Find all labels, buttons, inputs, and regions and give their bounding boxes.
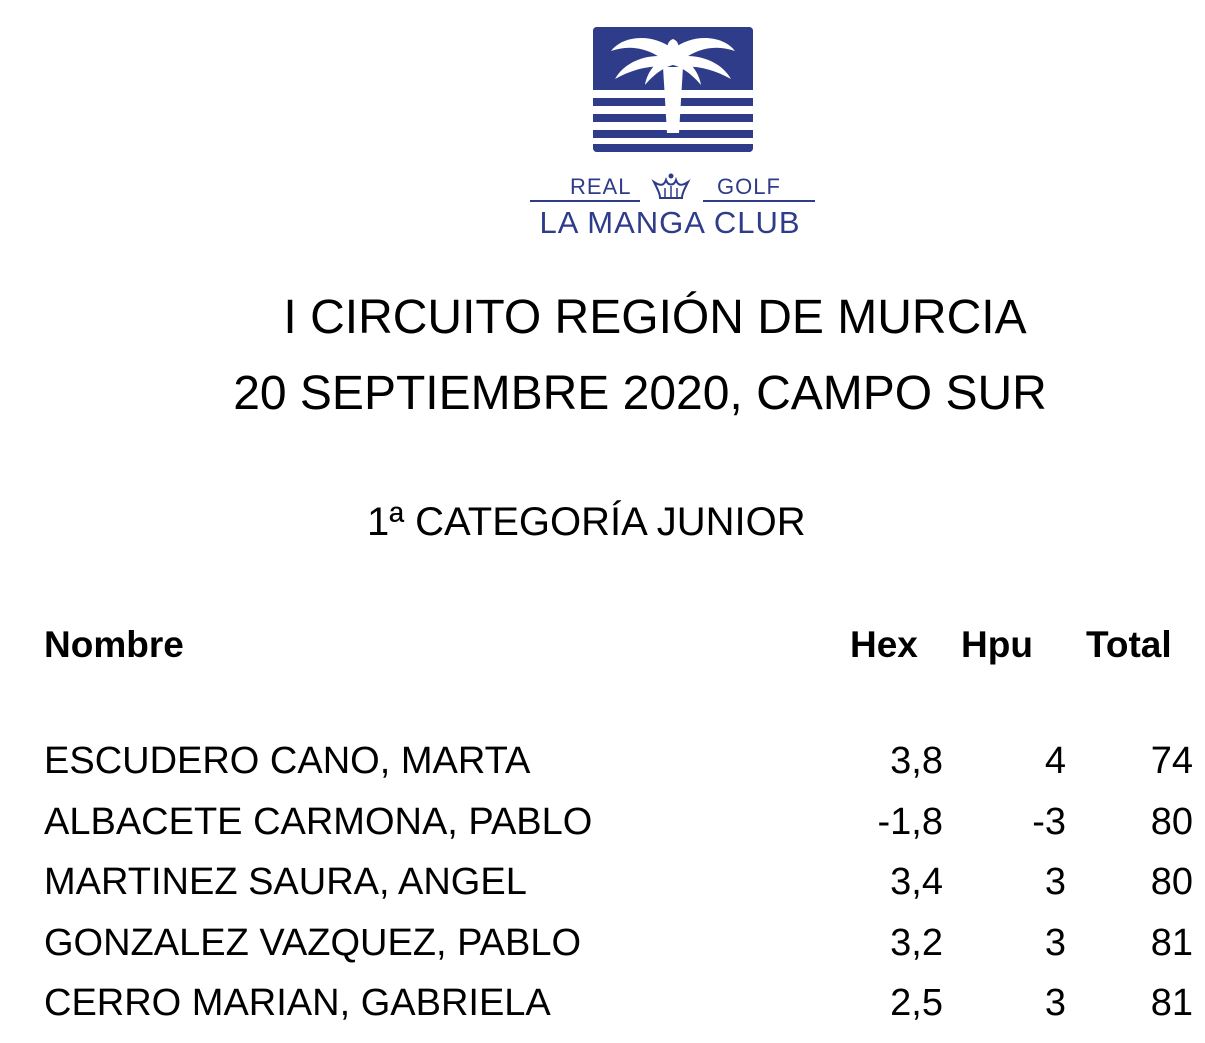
palm-tree-emblem (593, 27, 753, 152)
player-hpu: -3 (1032, 800, 1066, 843)
column-header-hex: Hex (850, 624, 918, 665)
player-hex: 3,2 (890, 921, 943, 964)
player-hex: 3,8 (890, 740, 943, 782)
player-name: ESCUDERO CANO, MARTA (44, 740, 531, 782)
table-row (0, 740, 1205, 801)
tournament-date-venue: 20 SEPTIEMBRE 2020, CAMPO SUR (233, 367, 1047, 420)
player-hpu: 4 (1044, 740, 1066, 782)
palm-tree-icon (593, 27, 753, 152)
player-hex: 3,4 (890, 861, 943, 903)
player-hpu: 3 (1044, 982, 1066, 1024)
logo-word-golf: GOLF (717, 174, 781, 199)
logo-club-name: LA MANGA CLUB (539, 205, 801, 240)
player-hpu: 3 (1044, 921, 1066, 964)
table-row (0, 922, 1205, 983)
table-row (0, 861, 1205, 922)
player-name: MARTINEZ SAURA, ANGEL (44, 861, 527, 903)
tournament-title: I CIRCUITO REGIÓN DE MURCIA (283, 291, 1027, 344)
player-total: 74 (1150, 740, 1193, 782)
player-hex: -1,8 (877, 800, 943, 843)
club-logo (500, 22, 840, 242)
column-header-name: Nombre (44, 624, 184, 665)
player-total: 80 (1150, 800, 1193, 843)
logo-rule-left (530, 200, 640, 202)
player-name: GONZALEZ VAZQUEZ, PABLO (44, 921, 582, 964)
table-row (0, 801, 1205, 862)
category-heading: 1ª CATEGORÍA JUNIOR (367, 500, 806, 544)
table-row (0, 982, 1205, 1043)
player-name: ALBACETE CARMONA, PABLO (44, 800, 593, 843)
player-name: CERRO MARIAN, GABRIELA (44, 982, 551, 1024)
player-hex: 2,5 (890, 982, 943, 1024)
logo-word-real: REAL (570, 174, 632, 199)
column-header-total: Total (1086, 624, 1172, 665)
crown-icon (650, 172, 692, 202)
player-total: 81 (1150, 921, 1193, 964)
column-header-hpu: Hpu (961, 624, 1033, 665)
player-total: 80 (1150, 861, 1193, 903)
player-total: 81 (1150, 982, 1193, 1024)
logo-rule-right (703, 200, 815, 202)
logo-text-row (500, 172, 840, 202)
results-table (0, 740, 1205, 1043)
player-hpu: 3 (1044, 861, 1066, 903)
